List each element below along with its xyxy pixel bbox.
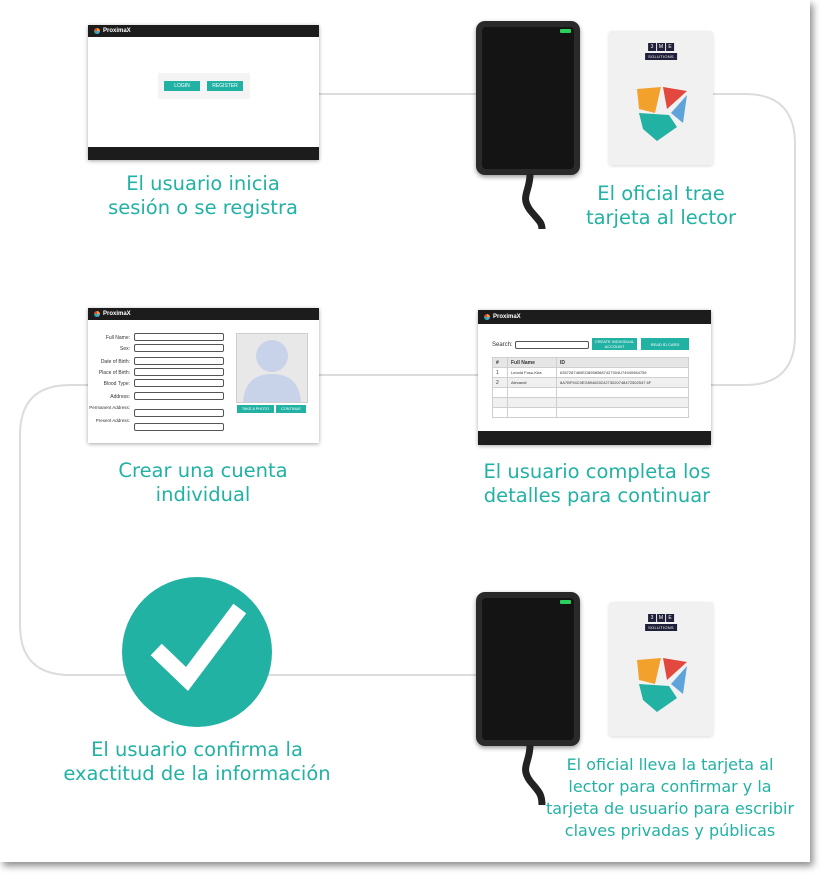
proximax-logo-icon: [484, 314, 490, 320]
form-label: Date of Birth:: [100, 359, 130, 365]
brand-letter: E: [666, 43, 674, 51]
connector-2-3: [710, 94, 795, 385]
caption-line: lector para confirmar y la: [568, 777, 772, 796]
table-cell: 6357287460EG89583687427304U74940984759: [557, 368, 689, 378]
brand-subtitle: SOLUTIONS: [645, 53, 677, 60]
caption-line: El usuario inicia: [126, 172, 280, 195]
id-card: [609, 31, 713, 165]
shield-logo-icon: [633, 83, 691, 143]
form-label: Present Address:: [95, 418, 130, 423]
table-header: #: [493, 358, 508, 368]
caption-line: individual: [155, 483, 251, 506]
caption-line: El usuario confirma la: [91, 738, 303, 761]
permanent-address-input[interactable]: [134, 409, 224, 417]
caption-step-3: [466, 460, 728, 508]
table-cell: Alexandr: [508, 378, 557, 388]
take-photo-button[interactable]: TAKE A PHOTO: [237, 405, 274, 413]
app-footer: [88, 147, 319, 160]
form-label: Full Name:: [105, 335, 130, 341]
caption-line: Crear una cuenta: [118, 459, 288, 482]
brand-subtitle: SOLUTIONS: [645, 624, 677, 631]
create-account-button[interactable]: CREATE INDIVIDUAL ACCOUNT: [592, 338, 637, 350]
brand-letter: M: [658, 615, 664, 621]
present-address-input[interactable]: [134, 423, 224, 431]
caption-line: claves privadas y públicas: [564, 821, 776, 840]
caption-step-1: [80, 172, 326, 220]
card-reader: [476, 592, 580, 746]
form-label: Permanent Address:: [89, 405, 130, 410]
place-of-birth-input[interactable]: [134, 368, 224, 376]
continue-button[interactable]: CONTINUE: [276, 405, 306, 413]
read-id-card-button[interactable]: READ ID CARD: [641, 338, 689, 350]
card-brand: [645, 614, 677, 631]
card-brand: [645, 43, 677, 60]
caption-line: detalles para continuar: [483, 484, 711, 507]
table-row[interactable]: [493, 378, 689, 388]
account-form-screen: [88, 308, 319, 443]
caption-step-4: [80, 459, 326, 507]
user-avatar-icon: [237, 334, 307, 402]
table-cell: Leonid Fosu-Kha: [508, 368, 557, 378]
table-cell: 2: [493, 378, 508, 388]
address-input[interactable]: [134, 392, 224, 400]
form-label: Place of Birth:: [98, 370, 130, 376]
table-cell: 1: [493, 368, 508, 378]
shield-logo-icon: [633, 654, 691, 714]
caption-line: El usuario completa los: [483, 460, 711, 483]
app-topbar: [478, 310, 711, 324]
table-row: [493, 408, 689, 418]
reader-surface: [482, 598, 574, 740]
proximax-logo-icon: [94, 28, 100, 34]
blood-type-input[interactable]: [134, 379, 224, 387]
brand-letter: 3: [648, 614, 656, 622]
proximax-logo-icon: [94, 311, 100, 317]
caption-line: tarjeta al lector: [585, 206, 737, 229]
app-topbar: [88, 25, 319, 37]
check-mark-icon: [122, 577, 272, 727]
table-cell: 8A7BF94C0EG89482024273020748472502547 6F: [557, 378, 689, 388]
login-screen: [88, 25, 319, 160]
table-row[interactable]: [493, 368, 689, 378]
search-screen: [478, 310, 711, 445]
table-header: Full Name: [508, 358, 557, 368]
caption-step-2: [575, 182, 747, 230]
caption-step-6: [540, 754, 800, 842]
reader-led-icon: [560, 600, 571, 604]
caption-line: exactitud de la información: [63, 762, 331, 785]
app-brand: ProximaX: [103, 28, 131, 34]
form-label: Address:: [110, 394, 130, 400]
full-name-input[interactable]: [134, 333, 224, 341]
reader-cable: [520, 174, 560, 229]
search-label: Search:: [492, 342, 513, 348]
date-of-birth-input[interactable]: [134, 357, 224, 365]
brand-letter: 3: [648, 43, 656, 51]
app-brand: ProximaX: [493, 314, 521, 320]
caption-line: tarjeta de usuario para escribir: [545, 799, 795, 818]
reader-led-icon: [560, 29, 571, 33]
caption-line: El oficial lleva la tarjeta al: [566, 755, 774, 774]
id-card: [609, 602, 713, 736]
brand-letter: M: [658, 44, 664, 50]
app-topbar: [88, 308, 319, 320]
caption-step-5: [40, 738, 354, 786]
card-reader: [476, 21, 580, 175]
records-table: [492, 357, 689, 418]
register-button[interactable]: REGISTER: [207, 81, 243, 91]
brand-letter: E: [666, 614, 674, 622]
table-header: ID: [557, 358, 689, 368]
app-footer: [478, 431, 711, 445]
reader-surface: [482, 27, 574, 169]
form-label: Sex:: [119, 346, 130, 352]
photo-placeholder: [236, 333, 308, 403]
table-row: [493, 388, 689, 398]
sex-input[interactable]: [134, 344, 224, 352]
table-row: [493, 398, 689, 408]
form-label: Blood Type:: [103, 381, 130, 387]
login-button[interactable]: LOGIN: [164, 81, 200, 91]
caption-line: El oficial trae: [597, 182, 725, 205]
search-input[interactable]: [515, 341, 589, 349]
caption-line: sesión o se registra: [108, 196, 298, 219]
app-brand: ProximaX: [103, 311, 131, 317]
